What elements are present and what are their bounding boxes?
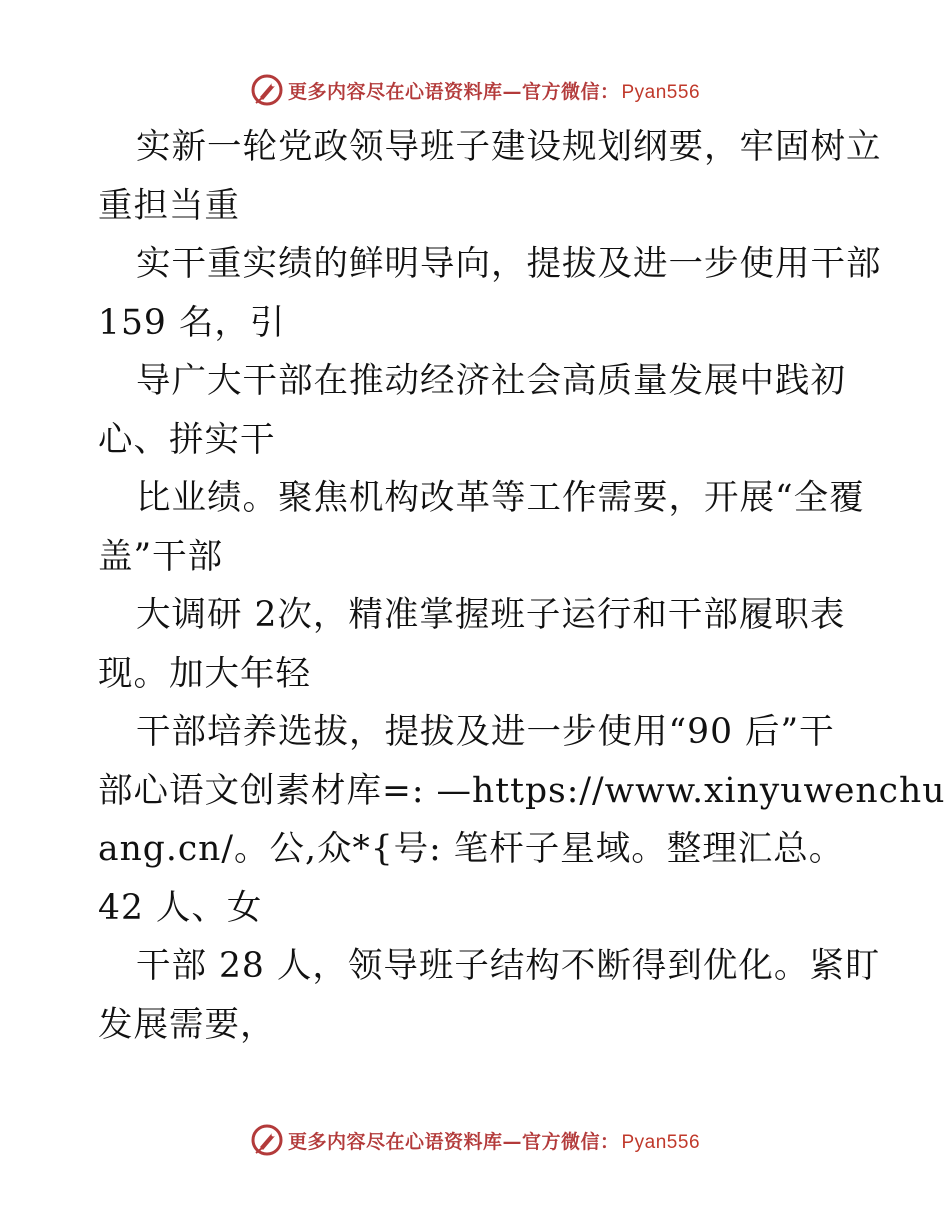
text-line: 部心语文创素材库=: —https://www.xinyuwenchu bbox=[98, 770, 946, 811]
header-watermark-text: 更多内容尽在心语资料库—官方微信： Pyan556 bbox=[287, 80, 701, 103]
text-line: 心、拼实干 bbox=[98, 419, 276, 460]
text-line: 159 名，引 bbox=[98, 302, 286, 343]
text-line: 导广大干部在推动经济社会高质量发展中践初 bbox=[136, 361, 846, 401]
footer-watermark-banner bbox=[0, 1120, 950, 1160]
text-line: 实新一轮党政领导班子建设规划纲要，牢固树立 bbox=[136, 127, 882, 167]
footer-watermark-account: Pyan556 bbox=[621, 1131, 701, 1153]
text-line: 42 人、女 bbox=[98, 887, 263, 928]
text-line: 大调研 2次，精准掌握班子运行和干部履职表 bbox=[136, 595, 846, 635]
pen-nib-logo-icon bbox=[250, 73, 284, 107]
footer-watermark-text: 更多内容尽在心语资料库—官方微信： Pyan556 bbox=[287, 1130, 701, 1153]
document-body bbox=[98, 118, 946, 1054]
text-line: 发展需要， bbox=[98, 1004, 276, 1045]
text-line: ang.cn/。公,众*{号: 笔杆子星域。整理汇总。 bbox=[98, 829, 845, 869]
text-line: 比业绩。聚焦机构改革等工作需要，开展“全覆 bbox=[136, 478, 865, 518]
text-line: 现。加大年轻 bbox=[98, 653, 311, 694]
text-line: 干部 28 人，领导班子结构不断得到优化。紧盯 bbox=[136, 946, 881, 986]
text-line: 重担当重 bbox=[98, 185, 240, 226]
header-watermark-banner bbox=[0, 70, 950, 110]
text-line: 盖”干部 bbox=[98, 536, 224, 577]
text-line: 干部培养选拔，提拔及进一步使用“90 后”干 bbox=[136, 712, 835, 752]
text-line: 实干重实绩的鲜明导向，提拔及进一步使用干部 bbox=[136, 244, 882, 284]
pen-nib-logo-icon bbox=[250, 1123, 284, 1157]
header-watermark-account: Pyan556 bbox=[621, 81, 701, 103]
